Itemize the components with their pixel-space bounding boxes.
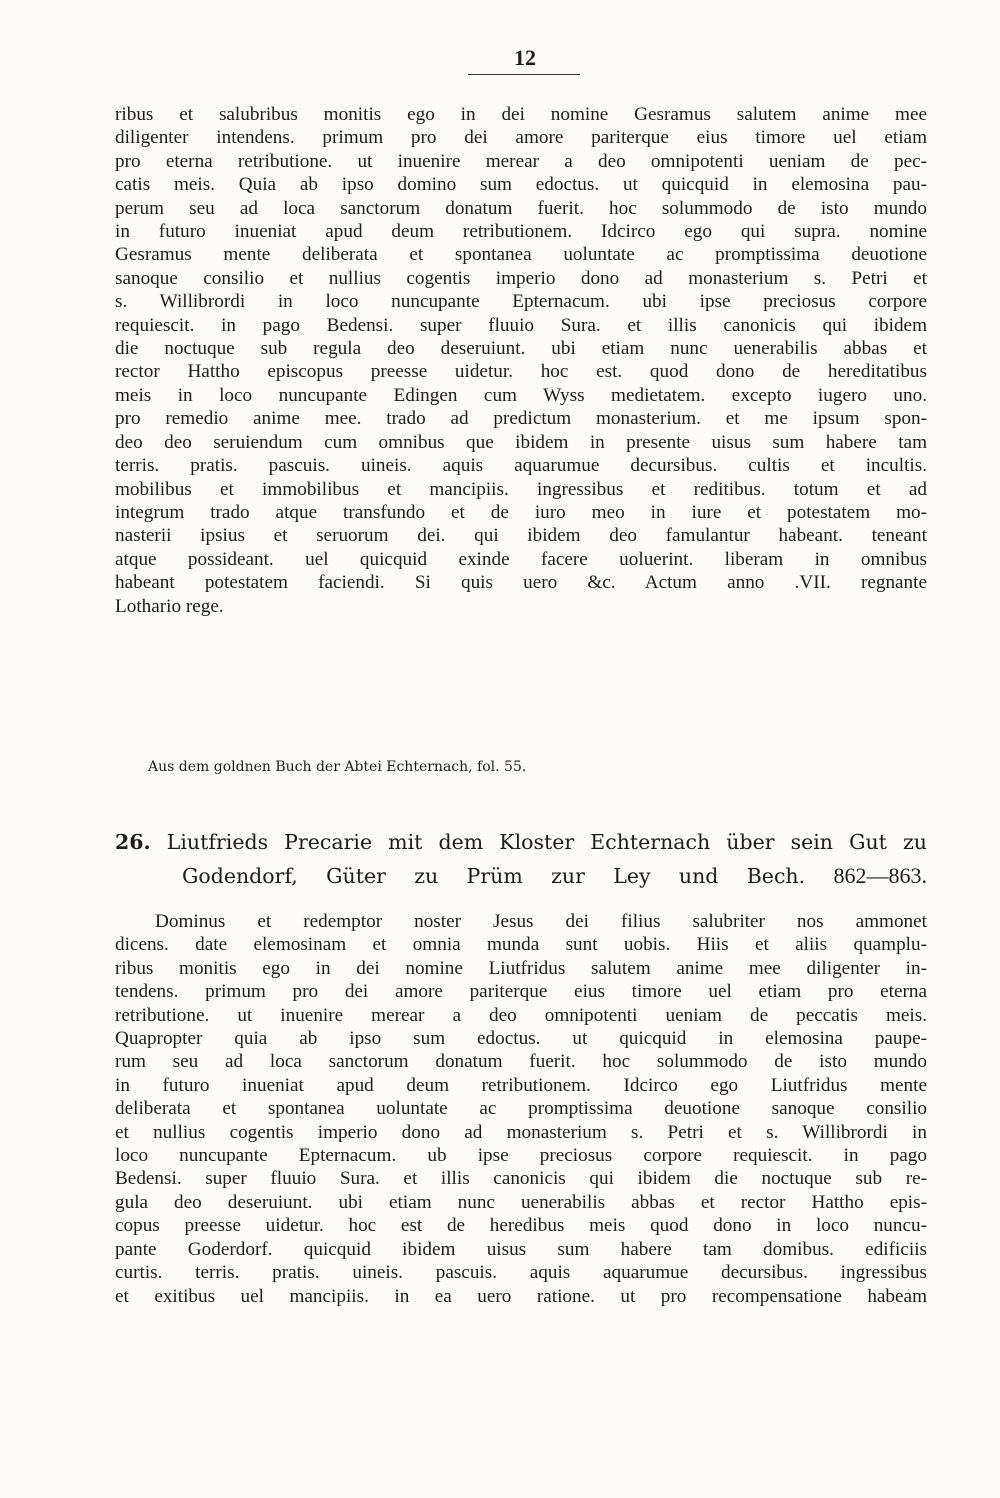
- text-line: retributione. ut inuenire merear a deo omnipotenti ueniam de peccatis meis.: [115, 1004, 927, 1026]
- text-line: terris. pratis. pascuis. uineis. aquis aquarumue decursibus. cultis et incultis.: [115, 455, 927, 477]
- text-line: integrum trado atque transfundo et de iuro meo in iure et potestatem mo-: [115, 501, 927, 523]
- text-line: atque possideant. uel quicquid exinde facere uoluerint. liberam in omnibus: [115, 548, 927, 570]
- text-line: in futuro inueniat apud deum retributionem. Idcirco ego Liutfridus mente: [115, 1074, 927, 1096]
- charter-26-body: [115, 910, 927, 1308]
- text-line: diligenter intendens. primum pro dei amore pariterque eius timore uel etiam: [115, 127, 927, 149]
- text-line: Lothario rege.: [115, 595, 224, 617]
- text-line: copus preesse uidetur. hoc est de heredibus meis quod dono in loco nuncu-: [115, 1215, 927, 1237]
- text-line: Gesramus mente deliberata et spontanea uoluntate ac promptissima deuotione: [115, 244, 927, 266]
- text-line: pro eterna retributione. ut inuenire merear a deo omnipotenti ueniam de pec-: [115, 150, 927, 172]
- text-line: meis in loco nuncupante Edingen cum Wyss medietatem. excepto iugero uno.: [115, 384, 927, 406]
- text-line: loco nuncupante Epternacum. ub ipse preciosus corpore requiescit. in pago: [115, 1145, 927, 1167]
- charter-number: 26.: [115, 830, 151, 854]
- text-line: requiescit. in pago Bedensi. super fluuio Sura. et illis canonicis qui ibidem: [115, 314, 927, 336]
- text-line: deliberata et spontanea uoluntate ac promptissima deuotione sanoque consilio: [115, 1098, 927, 1120]
- heading-line-2: [115, 859, 927, 893]
- heading-title-2: Godendorf, Güter zu Prüm zur Ley und Bech.: [182, 864, 806, 888]
- page-number: 12: [514, 45, 536, 70]
- text-line: dicens. date elemosinam et omnia munda sunt uobis. Hiis et aliis quamplu-: [115, 934, 927, 956]
- text-line: ribus et salubribus monitis ego in dei nomine Gesramus salutem anime mee: [115, 104, 927, 125]
- text-line: in futuro inueniat apud deum retributionem. Idcirco ego qui supra. nomine: [115, 221, 927, 243]
- text-line: catis meis. Quia ab ipso domino sum edoctus. ut quicquid in elemosina pau-: [115, 174, 927, 196]
- text-line: Quapropter quia ab ipso sum edoctus. ut quicquid in elemosina paupe-: [115, 1028, 927, 1050]
- text-line: rum seu ad loca sanctorum donatum fuerit. hoc solummodo de isto mundo: [115, 1051, 927, 1073]
- text-line: Dominus et redemptor noster Jesus dei filius salubriter nos ammonet: [155, 911, 927, 932]
- heading-line-1: [115, 826, 927, 859]
- source-citation: Aus dem goldnen Buch der Abtei Echternach, fol. 55.: [148, 759, 527, 775]
- charter-years: 862—863.: [833, 863, 927, 888]
- heading-title-1: Liutfrieds Precarie mit dem Kloster Echternach über sein Gut zu: [166, 830, 927, 854]
- text-line: habeant potestatem faciendi. Si quis uero &c. Actum anno .VII. regnante: [115, 572, 927, 594]
- text-line: s. Willibrordi in loco nuncupante Epternacum. ubi ipse preciosus corpore: [115, 291, 927, 313]
- text-line: deo deo seruiendum cum omnibus que ibidem in presente uisus sum habere tam: [115, 431, 927, 453]
- text-line: mobilibus et immobilibus et mancipiis. ingressibus et reditibus. totum et ad: [115, 478, 927, 500]
- text-line: ribus monitis ego in dei nomine Liutfridus salutem anime mee diligenter in-: [115, 957, 927, 979]
- text-line: sanoque consilio et nullius cogentis imperio dono ad monasterium s. Petri et: [115, 267, 927, 289]
- text-line: perum seu ad loca sanctorum donatum fuerit. hoc solummodo de isto mundo: [115, 197, 927, 219]
- text-line: die noctuque sub regula deo deseruiunt. ubi etiam nunc uenerabilis abbas et: [115, 338, 927, 360]
- text-line: Bedensi. super fluuio Sura. et illis canonicis qui ibidem die noctuque sub re-: [115, 1168, 927, 1190]
- text-line: pante Goderdorf. quicquid ibidem uisus sum habere tam domibus. edificiis: [115, 1238, 927, 1260]
- text-line: rector Hattho episcopus preesse uidetur. hoc est. quod dono de hereditatibus: [115, 361, 927, 383]
- text-line: et exitibus uel mancipiis. in ea uero ratione. ut pro recompensatione habeam: [115, 1285, 927, 1307]
- charter-25-body: [115, 103, 927, 618]
- text-line: tendens. primum pro dei amore pariterque eius timore uel etiam pro eterna: [115, 981, 927, 1003]
- charter-26-heading: [115, 826, 927, 893]
- text-line: nasterii ipsius et seruorum dei. qui ibidem deo famulantur habeant. teneant: [115, 525, 927, 547]
- text-line: curtis. terris. pratis. uineis. pascuis. aquis aquarumue decursibus. ingressibus: [115, 1262, 927, 1284]
- text-line: gula deo deseruiunt. ubi etiam nunc uenerabilis abbas et rector Hattho epis-: [115, 1191, 927, 1213]
- page-number-rule: [468, 74, 580, 75]
- text-line: pro remedio anime mee. trado ad predictum monasterium. et me ipsum spon-: [115, 408, 927, 430]
- text-line: et nullius cogentis imperio dono ad monasterium s. Petri et s. Willibrordi in: [115, 1121, 927, 1143]
